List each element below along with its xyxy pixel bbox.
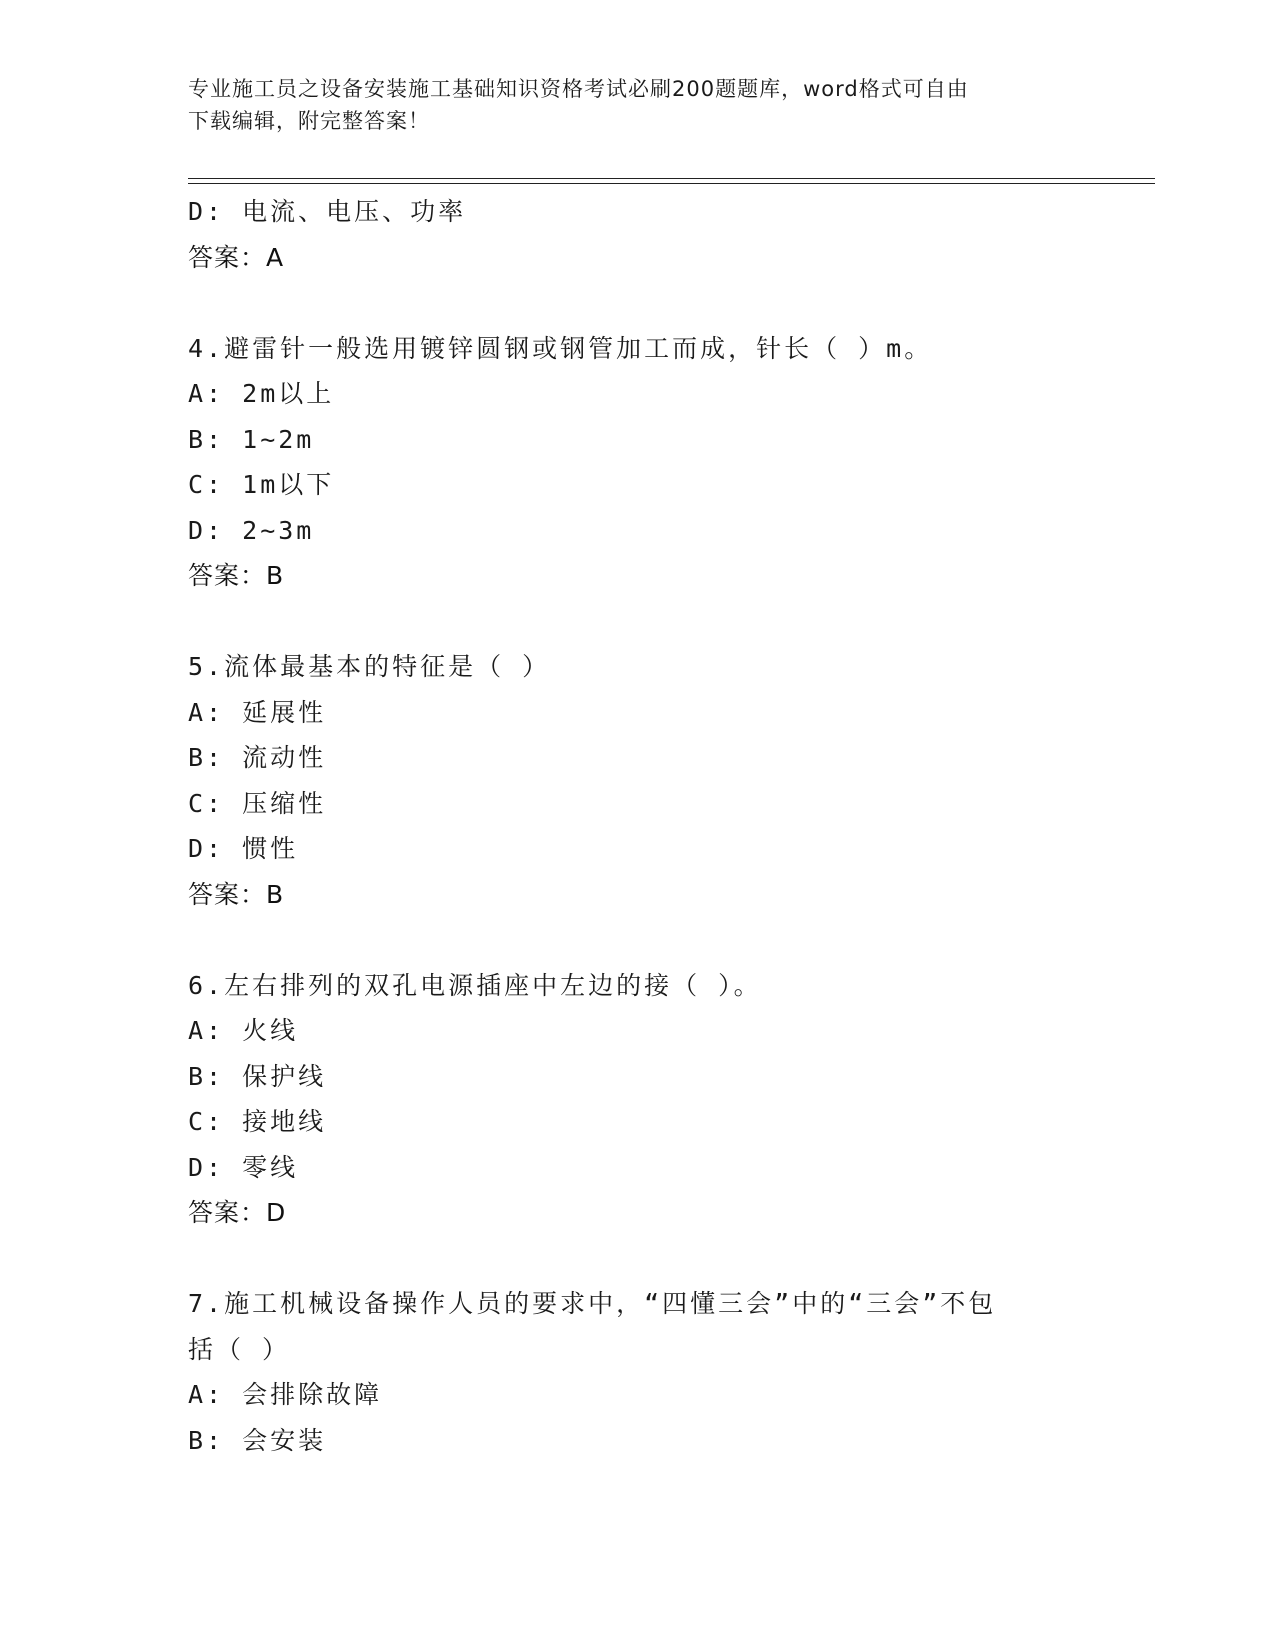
question-4	[188, 326, 1128, 599]
option-b: B: 1~2m	[188, 424, 315, 454]
answer-line: 答案：D	[188, 1198, 287, 1227]
answer-line: 答案：B	[188, 879, 285, 909]
option-b: B: 流动性	[188, 743, 327, 772]
spacer	[188, 280, 1128, 326]
header-line-1: 专业施工员之设备安装施工基础知识资格考试必刷200题题库，word格式可自由	[188, 77, 969, 101]
option-a: A: 2m以上	[188, 379, 335, 408]
option-b: B: 会安装	[188, 1425, 327, 1455]
header-line-2: 下载编辑，附完整答案！	[188, 109, 430, 133]
option-d: D: 零线	[188, 1152, 299, 1182]
option-c: C: 1m以下	[188, 470, 335, 499]
option-a: A: 会排除故障	[188, 1380, 383, 1409]
option-c: C: 接地线	[188, 1107, 327, 1136]
option-b: B: 保护线	[188, 1061, 327, 1091]
spacer	[188, 599, 1128, 645]
question-stem-line-2: 括（ ）	[188, 1334, 291, 1364]
document-header	[188, 73, 1088, 137]
spacer	[188, 917, 1128, 963]
option-d: D: 电流、电压、功率	[188, 197, 467, 226]
answer-line: 答案：A	[188, 242, 285, 272]
option-a: A: 延展性	[188, 697, 327, 727]
question-stem: 4.避雷针一般选用镀锌圆钢或钢管加工而成，针长（ ）m。	[188, 333, 933, 363]
question-5	[188, 644, 1128, 917]
question-stem-line-1: 7.施工机械设备操作人员的要求中，“四懂三会”中的“三会”不包	[188, 1289, 997, 1318]
spacer	[188, 1236, 1128, 1282]
option-c: C: 压缩性	[188, 788, 327, 818]
option-d: D: 惯性	[188, 834, 299, 863]
option-d: D: 2~3m	[188, 515, 315, 545]
question-list	[188, 189, 1128, 1463]
question-stem: 6.左右排列的双孔电源插座中左边的接（ ）。	[188, 970, 762, 1000]
header-divider-top	[188, 178, 1155, 179]
answer-line: 答案：B	[188, 561, 285, 590]
question-stem: 5.流体最基本的特征是（ ）	[188, 652, 551, 681]
question-7	[188, 1281, 1128, 1463]
question-6	[188, 963, 1128, 1236]
header-divider-bottom	[188, 183, 1155, 184]
option-a: A: 火线	[188, 1016, 299, 1045]
